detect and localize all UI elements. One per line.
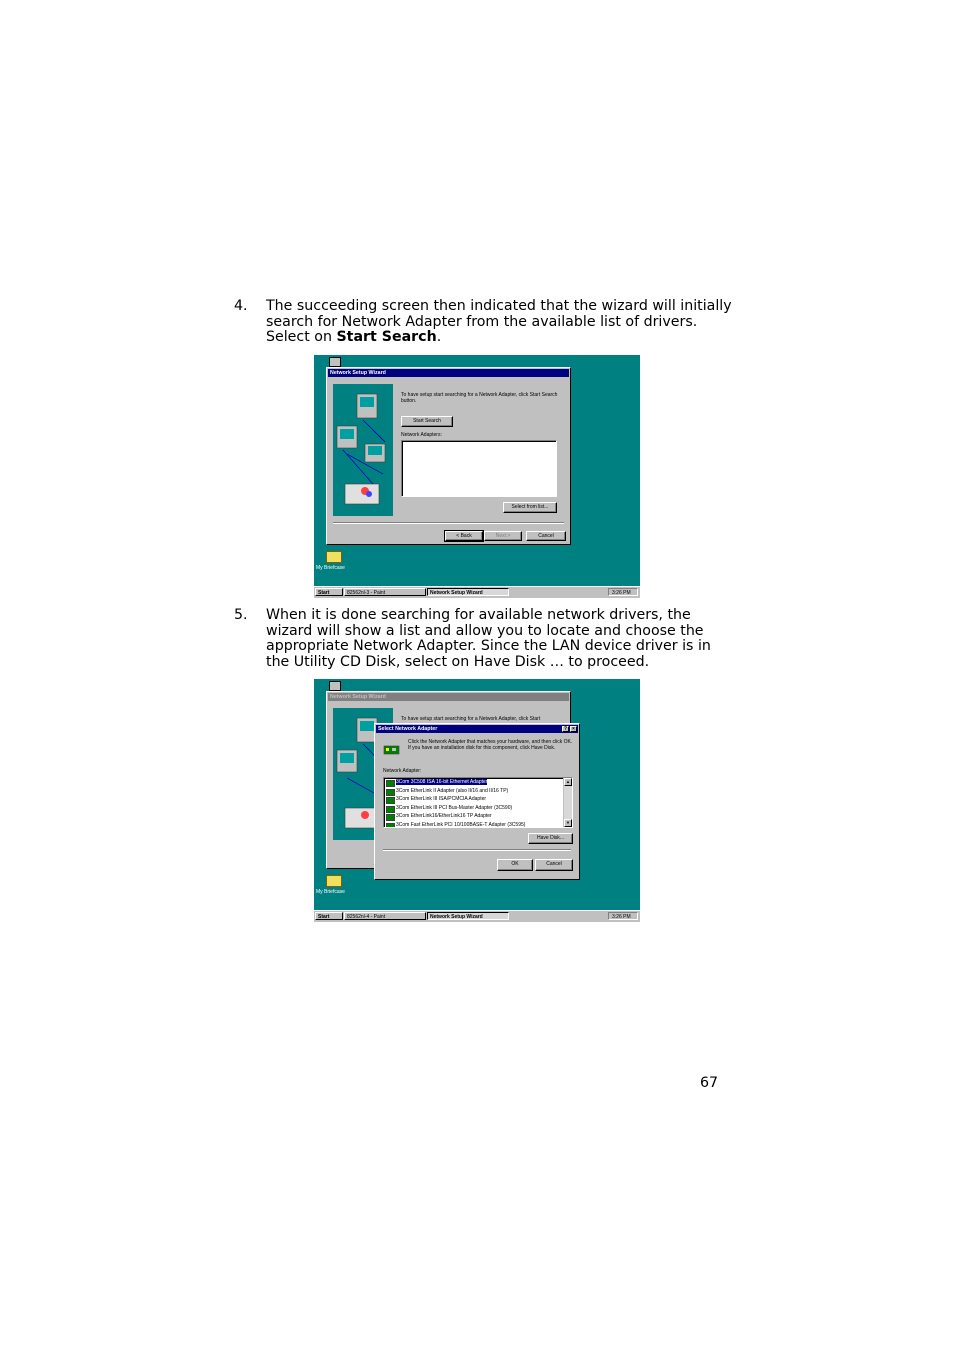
- wizard-instruction: To have setup start searching for a Network Adapter, click Start Search button.: [401, 392, 558, 404]
- back-button[interactable]: < Back: [445, 531, 483, 541]
- taskbar-clock: 3:26 PM: [608, 588, 638, 596]
- network-adapter-label: Network Adapter:: [383, 768, 422, 774]
- network-card-icon: [383, 744, 401, 756]
- network-adapters-list[interactable]: [401, 440, 557, 497]
- step-4-line-1: The succeeding screen then indicated that the wizard will initially: [266, 298, 732, 314]
- list-item-label: 3Com 3C508 ISA 16-bit Ethernet Adapter: [396, 779, 488, 785]
- list-item-label: 3Com EtherLink16/EtherLink16 TP Adapter: [396, 813, 492, 819]
- close-icon[interactable]: ×: [570, 726, 577, 732]
- cancel-button[interactable]: Cancel: [526, 531, 566, 541]
- list-item-label: 3Com EtherLink III PCI Bus-Master Adapter (3C590): [396, 804, 513, 811]
- screenshot-network-setup-wizard: [314, 355, 640, 598]
- next-button[interactable]: Next >: [484, 531, 522, 541]
- page-number: 67: [700, 1075, 719, 1091]
- screenshot-select-network-adapter: [314, 679, 640, 922]
- cancel-button[interactable]: Cancel: [535, 859, 573, 871]
- dialog-divider: [383, 849, 571, 851]
- have-disk-button[interactable]: Have Disk...: [528, 833, 573, 844]
- step-4-line-2: search for Network Adapter from the available list of drivers.: [266, 313, 698, 330]
- start-search-emphasis: Start Search: [336, 329, 437, 345]
- step-5-line-2: wizard will show a list and allow you to locate and choose the: [266, 622, 704, 639]
- computer-icon[interactable]: [329, 681, 341, 691]
- step-5-line-4: the Utility CD Disk, select on Have Disk … to proceed.: [266, 653, 650, 670]
- my-briefcase-label: My Briefcase: [316, 889, 345, 895]
- step-5-text: [266, 608, 736, 670]
- paint-taskbar-button[interactable]: 82562nl-3 - Paint: [344, 588, 426, 596]
- start-button[interactable]: Start: [315, 912, 343, 920]
- dialog-instruction: Click the Network Adapter that matches your hardware, and then click OK. If you have an installation disk for this component, click Have Disk.: [408, 739, 573, 751]
- network-setup-wizard-window: [326, 367, 571, 545]
- step-4-number: 4.: [234, 298, 248, 314]
- list-item-label: 3Com EtherLink III ISA/PCMCIA Adapter: [396, 796, 487, 802]
- list-item-label: 3Com EtherLink II Adapter (also II/16 and II/16 TP): [396, 787, 509, 794]
- dialog-title-bar: [376, 725, 578, 733]
- wizard-taskbar-button[interactable]: Network Setup Wizard: [427, 588, 509, 596]
- list-item[interactable]: [384, 795, 572, 804]
- help-icon[interactable]: ?: [563, 726, 568, 732]
- taskbar: [314, 910, 640, 922]
- list-item-label: 3Com Fast EtherLink PCI 10/100BASE-T Adapter (3C595): [396, 821, 526, 828]
- step-4-line-3-prefix: Select on: [266, 329, 337, 345]
- network-illustration: [333, 384, 393, 516]
- list-item[interactable]: [384, 804, 572, 813]
- start-search-button[interactable]: Start Search: [401, 416, 453, 427]
- step-5-line-1: When it is done searching for available network drivers, the: [266, 607, 691, 623]
- step-4-text: [266, 299, 736, 346]
- select-network-adapter-dialog: [374, 723, 580, 880]
- step-4-line-3: [266, 330, 736, 346]
- dialog-title: Select Network Adapter: [378, 726, 438, 732]
- network-computers-icon: [333, 384, 393, 516]
- scroll-down-icon[interactable]: ▼: [564, 819, 572, 827]
- network-adapters-label: Network Adapters:: [401, 432, 442, 438]
- list-scrollbar[interactable]: [563, 778, 572, 827]
- scroll-up-icon[interactable]: ▲: [564, 778, 572, 786]
- step-4-line-3-suffix: .: [436, 329, 442, 345]
- my-briefcase-label: My Briefcase: [316, 565, 345, 571]
- list-item[interactable]: [384, 787, 572, 796]
- wizard-instruction: To have setup start searching for a Network Adapter, click Start: [401, 716, 541, 722]
- adapter-rows: [384, 778, 572, 828]
- wizard-title-bar: Network Setup Wizard: [328, 369, 569, 377]
- network-card-icon: [386, 823, 395, 829]
- select-from-list-button[interactable]: Select from list...: [503, 502, 557, 513]
- paint-taskbar-button[interactable]: 82562nl-4 - Paint: [344, 912, 426, 920]
- start-button[interactable]: Start: [315, 588, 343, 596]
- taskbar: [314, 586, 640, 598]
- step-5-line-3: appropriate Network Adapter. Since the LAN device driver is in: [266, 638, 711, 654]
- ok-button[interactable]: OK: [497, 859, 533, 871]
- list-item[interactable]: [384, 821, 572, 829]
- network-adapter-list[interactable]: [383, 777, 573, 828]
- wizard-taskbar-button[interactable]: Network Setup Wizard: [427, 912, 509, 920]
- computer-icon[interactable]: [329, 357, 341, 367]
- briefcase-icon[interactable]: [326, 875, 342, 887]
- briefcase-icon[interactable]: [326, 551, 342, 563]
- wizard-divider: [333, 522, 564, 524]
- wizard-title-bar: Network Setup Wizard: [328, 693, 569, 701]
- taskbar-clock: 3:26 PM: [608, 912, 638, 920]
- list-item[interactable]: [384, 812, 572, 821]
- list-item[interactable]: [384, 778, 572, 787]
- step-5-number: 5.: [234, 607, 248, 623]
